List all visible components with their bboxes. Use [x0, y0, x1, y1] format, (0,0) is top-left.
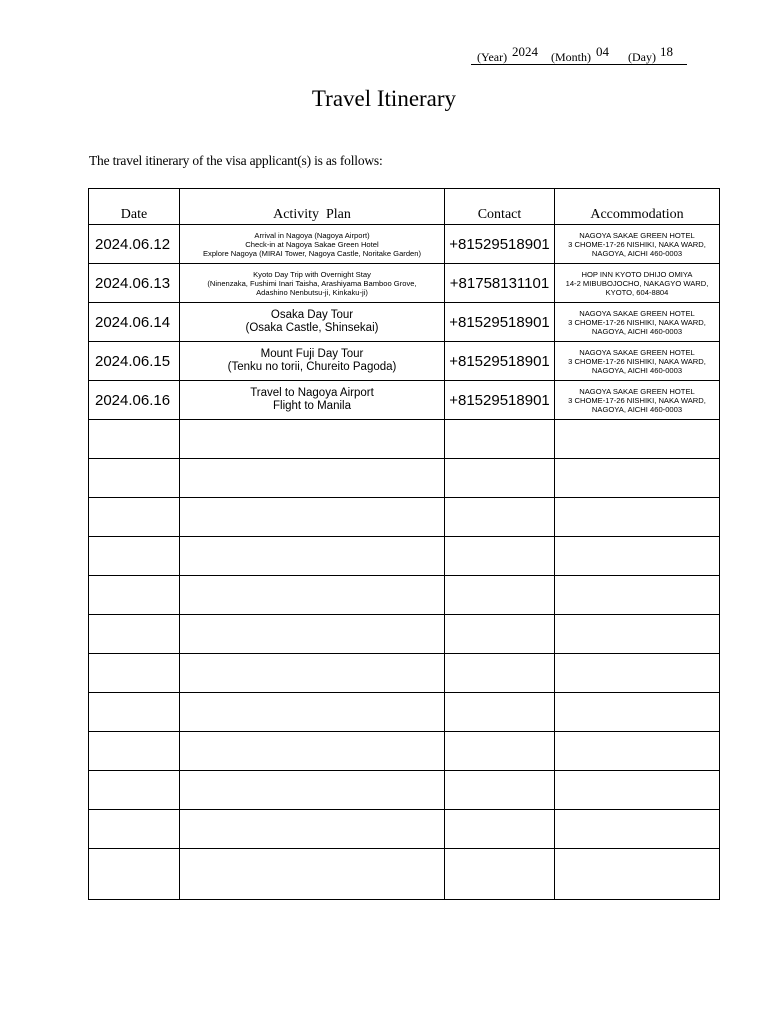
date-cell	[89, 654, 180, 693]
date-cell	[89, 576, 180, 615]
accommodation-cell	[555, 615, 720, 654]
activity-plan-cell	[180, 225, 445, 264]
accommodation-line: NAGOYA, AICHI 460-0003	[591, 365, 683, 375]
activity-plan-line: Check-in at Nagoya Sakae Green Hotel	[245, 239, 379, 249]
empty-table-row	[89, 615, 720, 654]
accommodation-line: NAGOYA, AICHI 460-0003	[591, 326, 683, 336]
accommodation-line: 14-2 MIBUBOJOCHO, NAKAGYO WARD,	[565, 278, 709, 288]
empty-table-row	[89, 654, 720, 693]
accommodation-line: NAGOYA SAKAE GREEN HOTEL	[579, 386, 695, 396]
accommodation-cell	[555, 654, 720, 693]
col-header-date: Date	[89, 189, 180, 225]
contact-cell	[445, 732, 555, 771]
contact-cell	[445, 576, 555, 615]
activity-plan-line: Mount Fuji Day Tour	[260, 348, 364, 360]
activity-plan-line: Travel to Nagoya Airport	[250, 387, 374, 399]
accommodation-cell	[555, 303, 720, 342]
table-row	[89, 264, 720, 303]
accommodation-line: 3 CHOME-17-26 NISHIKI, NAKA WARD,	[568, 395, 706, 405]
accommodation-line: NAGOYA SAKAE GREEN HOTEL	[579, 230, 695, 240]
activity-plan-line: (Tenku no torii, Chureito Pagoda)	[227, 361, 397, 373]
contact-cell	[445, 810, 555, 849]
date-cell: 2024.06.14	[89, 303, 180, 342]
empty-table-row	[89, 693, 720, 732]
empty-table-row	[89, 420, 720, 459]
contact-cell: +81529518901	[445, 225, 555, 264]
accommodation-cell	[555, 459, 720, 498]
accommodation-line: NAGOYA, AICHI 460-0003	[591, 248, 683, 258]
date-line	[471, 42, 687, 65]
accommodation-cell	[555, 498, 720, 537]
empty-table-row	[89, 459, 720, 498]
accommodation-cell	[555, 537, 720, 576]
table-row	[89, 381, 720, 420]
activity-plan-cell	[180, 693, 445, 732]
col-header-accommodation: Accommodation	[555, 189, 720, 225]
activity-plan-line: (Ninenzaka, Fushimi Inari Taisha, Arashiyama Bamboo Grove,	[207, 278, 417, 288]
accommodation-cell	[555, 849, 720, 900]
empty-table-row	[89, 810, 720, 849]
empty-table-row	[89, 732, 720, 771]
itinerary-table	[88, 188, 720, 900]
accommodation-line: 3 CHOME-17-26 NISHIKI, NAKA WARD,	[568, 317, 706, 327]
accommodation-cell	[555, 810, 720, 849]
accommodation-line: 3 CHOME-17-26 NISHIKI, NAKA WARD,	[568, 239, 706, 249]
contact-cell	[445, 420, 555, 459]
accommodation-line: NAGOYA, AICHI 460-0003	[591, 404, 683, 414]
month-value: 04	[596, 44, 609, 59]
empty-table-row	[89, 537, 720, 576]
date-cell: 2024.06.13	[89, 264, 180, 303]
day-value: 18	[660, 44, 673, 59]
year-value: 2024	[512, 44, 538, 59]
accommodation-line: 3 CHOME-17-26 NISHIKI, NAKA WARD,	[568, 356, 706, 366]
table-row	[89, 342, 720, 381]
contact-cell	[445, 654, 555, 693]
date-cell	[89, 498, 180, 537]
activity-plan-cell	[180, 459, 445, 498]
activity-plan-cell	[180, 342, 445, 381]
accommodation-cell	[555, 576, 720, 615]
activity-plan-line: Explore Nagoya (MIRAI Tower, Nagoya Castle, Noritake Garden)	[202, 248, 422, 258]
contact-cell	[445, 615, 555, 654]
empty-table-row	[89, 849, 720, 900]
contact-cell: +81529518901	[445, 303, 555, 342]
accommodation-cell	[555, 225, 720, 264]
activity-plan-cell	[180, 537, 445, 576]
month-label: (Month)	[551, 50, 591, 64]
accommodation-cell	[555, 264, 720, 303]
date-cell: 2024.06.12	[89, 225, 180, 264]
activity-plan-cell	[180, 381, 445, 420]
contact-cell	[445, 693, 555, 732]
activity-plan-line: Kyoto Day Trip with Overnight Stay	[253, 269, 371, 279]
table-row	[89, 303, 720, 342]
contact-cell: +81529518901	[445, 342, 555, 381]
table-row	[89, 225, 720, 264]
date-cell	[89, 849, 180, 900]
accommodation-line: NAGOYA SAKAE GREEN HOTEL	[579, 347, 695, 357]
contact-cell	[445, 771, 555, 810]
accommodation-cell	[555, 381, 720, 420]
year-label: (Year)	[477, 50, 508, 64]
contact-cell: +81529518901	[445, 381, 555, 420]
empty-table-row	[89, 498, 720, 537]
date-cell	[89, 732, 180, 771]
date-cell	[89, 810, 180, 849]
date-cell	[89, 771, 180, 810]
activity-plan-cell	[180, 732, 445, 771]
activity-plan-cell	[180, 498, 445, 537]
activity-plan-cell	[180, 303, 445, 342]
activity-plan-line: Arrival in Nagoya (Nagoya Airport)	[254, 230, 370, 240]
activity-plan-line: Osaka Day Tour	[270, 309, 354, 321]
accommodation-cell	[555, 693, 720, 732]
page-title: Travel Itinerary	[311, 86, 457, 111]
contact-cell	[445, 537, 555, 576]
intro-text: The travel itinerary of the visa applicant(s) is as follows:	[89, 153, 383, 168]
contact-cell	[445, 498, 555, 537]
date-cell: 2024.06.16	[89, 381, 180, 420]
table-body	[89, 225, 720, 900]
empty-table-row	[89, 576, 720, 615]
accommodation-line: HOP INN KYOTO DHIJO OMIYA	[581, 269, 693, 279]
activity-plan-cell	[180, 615, 445, 654]
activity-plan-cell	[180, 849, 445, 900]
accommodation-cell	[555, 420, 720, 459]
activity-plan-cell	[180, 576, 445, 615]
date-cell	[89, 420, 180, 459]
activity-plan-cell	[180, 264, 445, 303]
col-header-activity-plan: Activity Plan	[180, 189, 445, 225]
accommodation-cell	[555, 342, 720, 381]
activity-plan-line: (Osaka Castle, Shinsekai)	[245, 322, 379, 334]
accommodation-line: KYOTO, 604-8804	[605, 287, 669, 297]
accommodation-cell	[555, 732, 720, 771]
contact-cell	[445, 849, 555, 900]
date-cell	[89, 615, 180, 654]
table-header-row	[89, 189, 720, 225]
col-header-contact: Contact	[445, 189, 555, 225]
activity-plan-cell	[180, 771, 445, 810]
contact-cell	[445, 459, 555, 498]
contact-cell: +81758131101	[445, 264, 555, 303]
empty-table-row	[89, 771, 720, 810]
activity-plan-line: Flight to Manila	[273, 400, 351, 412]
day-label: (Day)	[628, 50, 656, 64]
date-cell: 2024.06.15	[89, 342, 180, 381]
activity-plan-cell	[180, 810, 445, 849]
date-cell	[89, 693, 180, 732]
date-cell	[89, 537, 180, 576]
activity-plan-cell	[180, 420, 445, 459]
accommodation-cell	[555, 771, 720, 810]
date-cell	[89, 459, 180, 498]
activity-plan-line: Adashino Nenbutsu-ji, Kinkaku-ji)	[256, 287, 368, 297]
activity-plan-cell	[180, 654, 445, 693]
accommodation-line: NAGOYA SAKAE GREEN HOTEL	[579, 308, 695, 318]
